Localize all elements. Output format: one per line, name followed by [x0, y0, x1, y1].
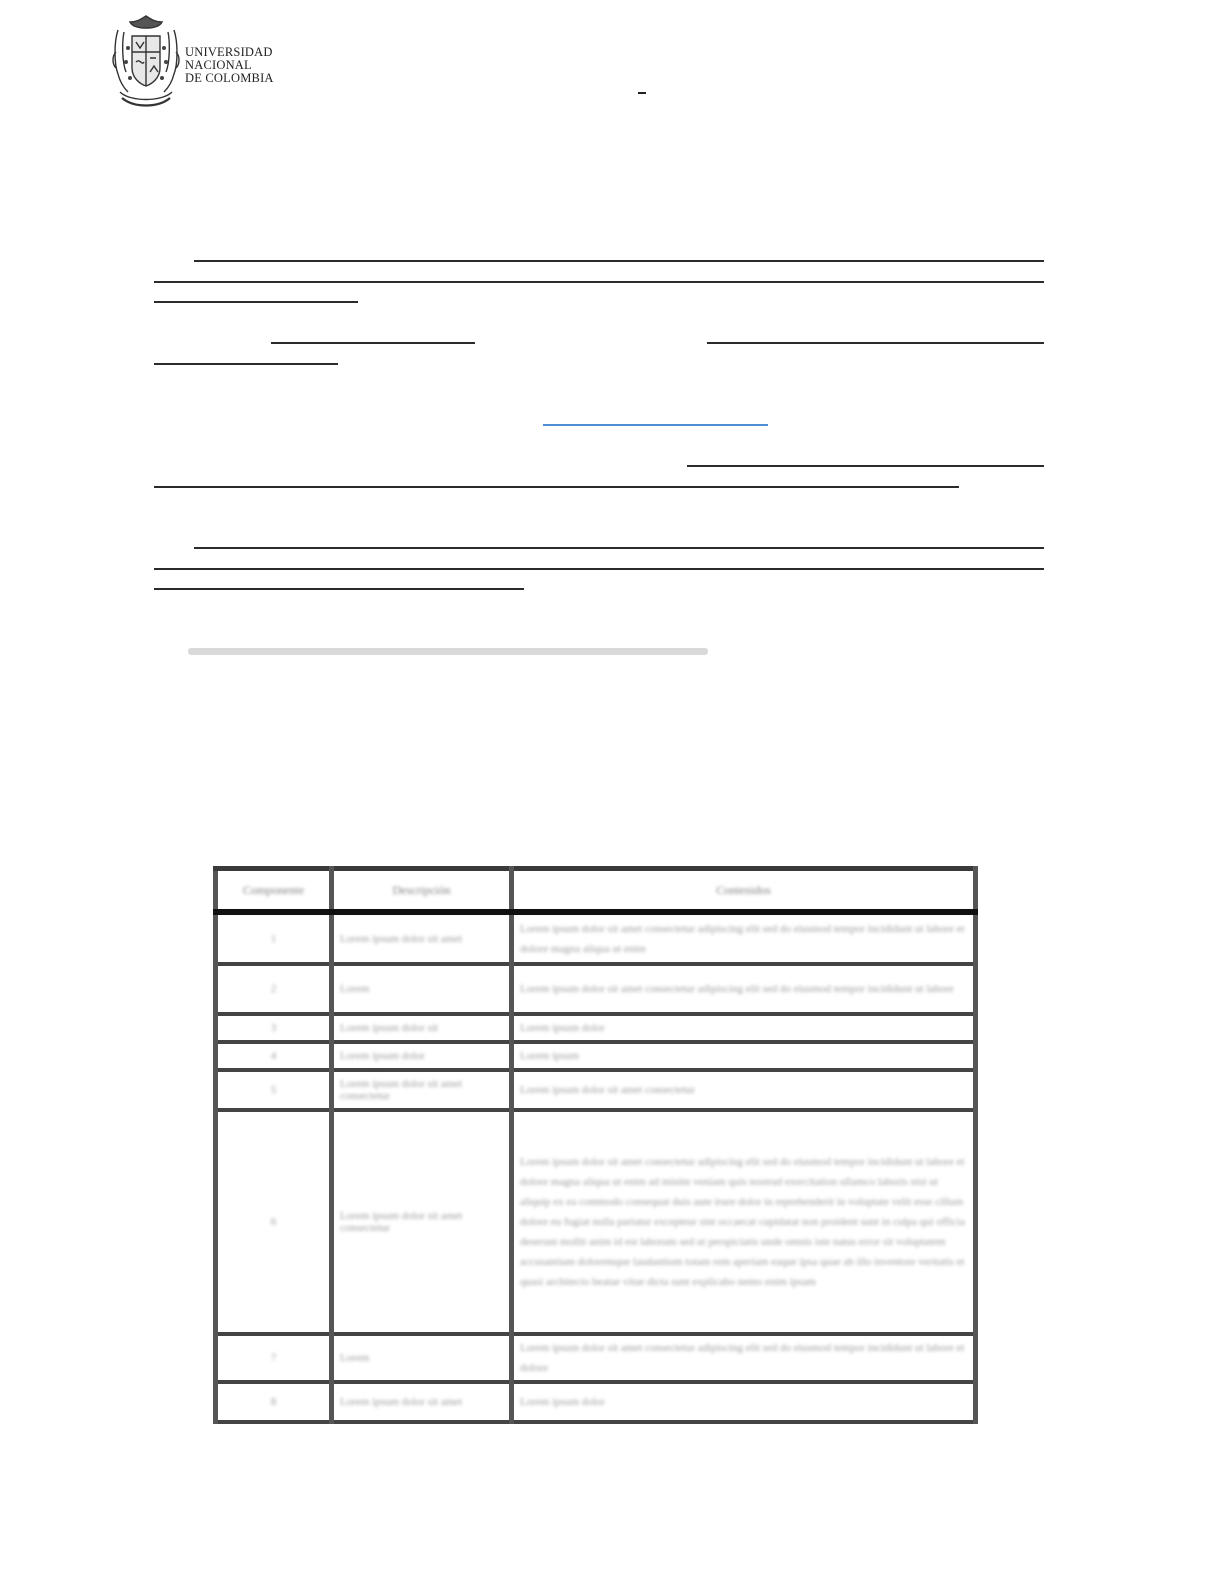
hyperlink-underline[interactable]: [543, 424, 768, 426]
table-row: [216, 1334, 976, 1382]
row-number: 3: [270, 1022, 277, 1034]
row-description: Lorem ipsum dolor sit: [340, 1022, 439, 1034]
university-logo: [110, 12, 280, 112]
form-field-line[interactable]: [154, 301, 358, 303]
row-content: Lorem ipsum dolor sit amet consectetur adipiscing elit sed do eiusmod tempor incididunt ut labore et dolore magna aliqua ut enim ad minim veniam quis nostrud exercitation ullamco laboris nisi ut aliquip ex ea commodo consequat duis aute irure dolor in reprehenderit in voluptate velit esse cillum dolore eu fugiat nulla pariatur excepteur sint occaecat cupidatat non proident sunt in culpa qui officia deserunt mollit anim id est laborum sed ut perspiciatis unde omnis iste natus error sit voluptatem accusantium doloremque laudantium totam rem aperiam eaque ipsa quae ab illo inventore veritatis et quasi architecto beatae vitae dicta sunt explicabo nemo enim ipsam: [520, 1156, 965, 1288]
table-header-row: [216, 869, 976, 913]
table-row: [216, 1042, 976, 1070]
row-content: Lorem ipsum dolor sit amet consectetur adipiscing elit sed do eiusmod tempor incididunt ut labore: [520, 983, 954, 995]
row-description: Lorem ipsum dolor: [340, 1050, 425, 1062]
row-number: 5: [270, 1084, 277, 1096]
form-field-line[interactable]: [271, 342, 475, 344]
row-number: 1: [270, 932, 277, 945]
form-field-line[interactable]: [154, 363, 338, 365]
table-row: [216, 912, 976, 964]
row-content: Lorem ipsum: [520, 1050, 579, 1062]
row-description: Lorem ipsum dolor sit amet: [340, 1396, 463, 1408]
institution-name: [185, 46, 274, 85]
row-description: Lorem: [340, 1352, 370, 1364]
form-field-line[interactable]: [154, 486, 959, 488]
form-field-line[interactable]: [154, 281, 1044, 283]
row-description: Lorem ipsum dolor sit amet: [340, 932, 463, 945]
row-description: Lorem ipsum dolor sit amet consectetur: [340, 1210, 463, 1234]
row-content: Lorem ipsum dolor sit amet consectetur adipiscing elit sed do eiusmod tempor incididunt ut labore et dolore magna aliqua ut enim: [520, 922, 965, 955]
table-row: [216, 1070, 976, 1110]
institution-line-1: UNIVERSIDAD: [185, 45, 273, 59]
row-content: Lorem ipsum dolor sit amet consectetur adipiscing elit sed do eiusmod tempor incididunt ut labore et dolore: [520, 1342, 965, 1374]
table-row: [216, 1014, 976, 1042]
form-field-line[interactable]: [707, 342, 1044, 344]
university-crest-icon: [110, 12, 182, 112]
row-description: Lorem: [340, 983, 370, 995]
section-heading-placeholder: [188, 648, 708, 655]
row-content: Lorem ipsum dolor: [520, 1022, 605, 1034]
row-number: 2: [270, 983, 277, 995]
components-table: [213, 866, 978, 1424]
header-contenidos: Contenidos: [512, 869, 976, 913]
row-number: 6: [270, 1216, 277, 1228]
row-content: Lorem ipsum dolor sit amet consectetur: [520, 1084, 696, 1096]
row-number: 8: [270, 1396, 277, 1408]
row-content: Lorem ipsum dolor: [520, 1396, 605, 1408]
header-descripcion: Descripción: [332, 869, 512, 913]
form-field-line[interactable]: [154, 588, 524, 590]
table-row: [216, 1110, 976, 1334]
table-row: [216, 964, 976, 1014]
form-field-line[interactable]: [154, 568, 1044, 570]
form-field-line[interactable]: [194, 260, 1044, 262]
row-description: Lorem ipsum dolor sit amet consectetur: [340, 1078, 463, 1102]
header-mark: [638, 92, 646, 94]
header-componente: Componente: [216, 869, 332, 913]
table-row: [216, 1382, 976, 1422]
row-number: 4: [270, 1050, 277, 1062]
institution-line-2: NACIONAL: [185, 58, 252, 72]
row-number: 7: [270, 1352, 277, 1364]
institution-line-3: DE COLOMBIA: [185, 71, 274, 85]
form-field-line[interactable]: [687, 465, 1044, 467]
form-field-line[interactable]: [194, 547, 1044, 549]
